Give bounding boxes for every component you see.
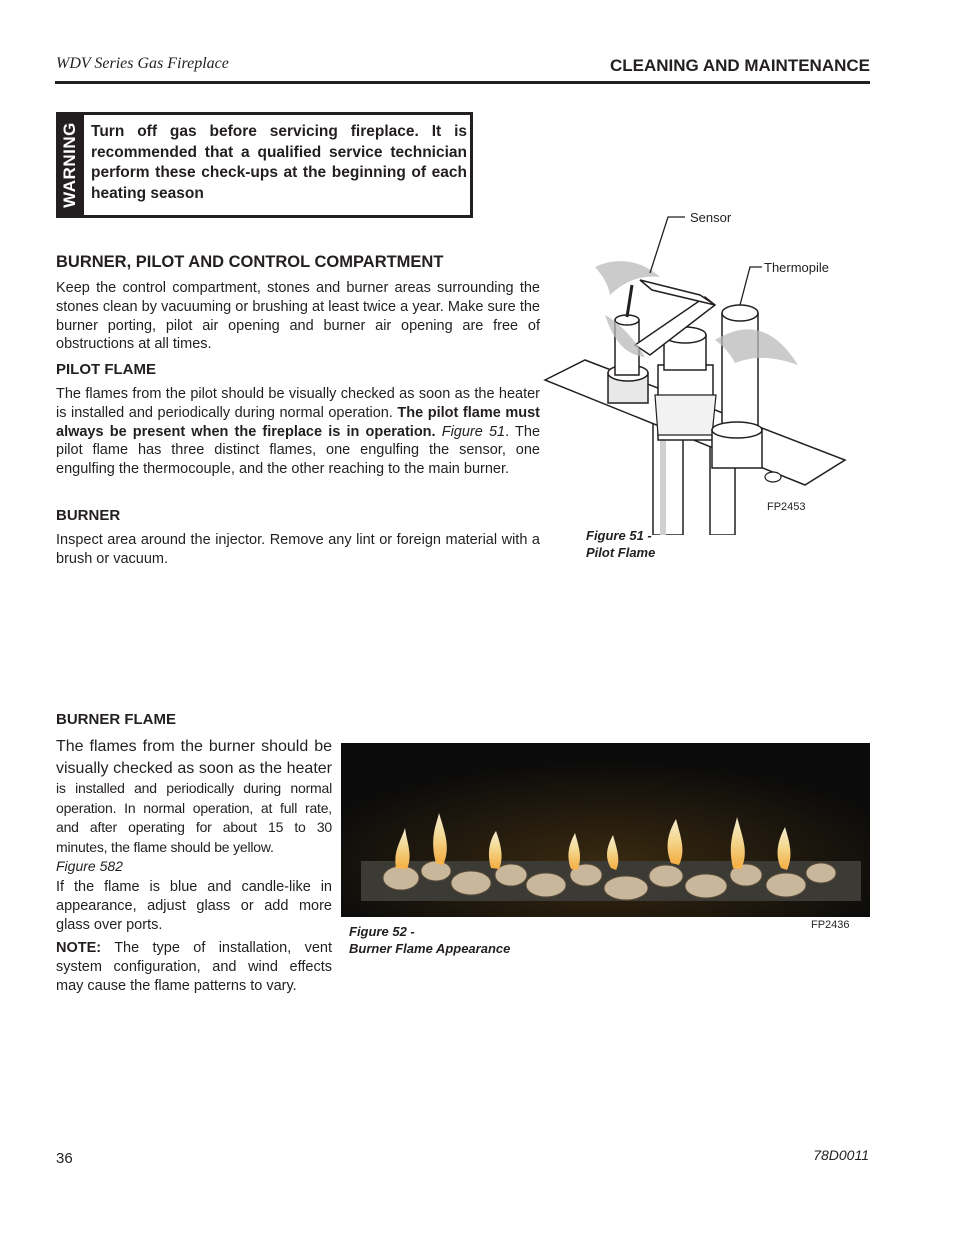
burner-flame-note: NOTE: The type of installation, vent system configuration, and wind effects may cause the flame patterns to vary. [56,940,332,994]
page-number: 36 [56,1150,73,1167]
document-code: 78D0011 [813,1147,869,1163]
figure51-code: FP2453 [767,501,806,513]
pilot-assembly-illustration [540,205,870,535]
burner-pilot-heading: BURNER, PILOT AND CONTROL COMPARTMENT [56,253,444,271]
warning-text: Turn off gas before servicing fireplace. It is recommended that a qualified service technician perform these check-ups at the beginning of each heating season [91,123,467,202]
burner-flame-adjust-text: If the flame is blue and candle-like in appearance, adjust glass or add more glass over ports. [56,879,332,933]
pilot-flame-text: The flames from the pilot should be visually checked as soon as the heater is installed and periodically during normal operation. The pilot flame must always be present when the fireplace is in operation. Figure 51. The pilot flame has three distinct flames, one engulfing the sensor, one engulfing the thermocouple, and the other reaching to the main burner. [56,386,541,478]
pilot-flame-heading: PILOT FLAME [56,361,156,378]
burner-flame-text: The flames from the burner should be visually checked as soon as the heater is installed and periodically during normal operation. In normal operation, at full rate, and after operating for about 15 to 30 minutes, the flame should be yellow. Figure 582 [56,738,332,874]
label-sensor: Sensor [690,210,732,225]
warning-label: WARNING [60,122,80,208]
figure52-caption: Figure 52 - Burner Flame Appearance [349,924,511,956]
header-rule [55,81,870,84]
burner-pilot-text: Keep the control compartment, stones and burner areas surrounding the stones clean by vacuuming or brushing at least twice a year. Make sure the burner porting, pilot air opening and burner air opening are free of obstructions at all times. [56,280,540,353]
burner-text: Inspect area around the injector. Remove any lint or foreign material with a brush or vacuum. [56,532,540,567]
section-title: CLEANING AND MAINTENANCE [609,56,870,75]
burner-heading: BURNER [56,507,121,524]
burner-flame-heading: BURNER FLAME [56,711,176,728]
figure51-caption: Figure 51 - Pilot Flame [586,528,656,560]
burner-flame-photo [341,743,870,917]
figure52-code: FP2436 [811,919,850,931]
label-thermopile: Thermopile [764,260,830,275]
series-title: WDV Series Gas Fireplace [56,55,229,72]
